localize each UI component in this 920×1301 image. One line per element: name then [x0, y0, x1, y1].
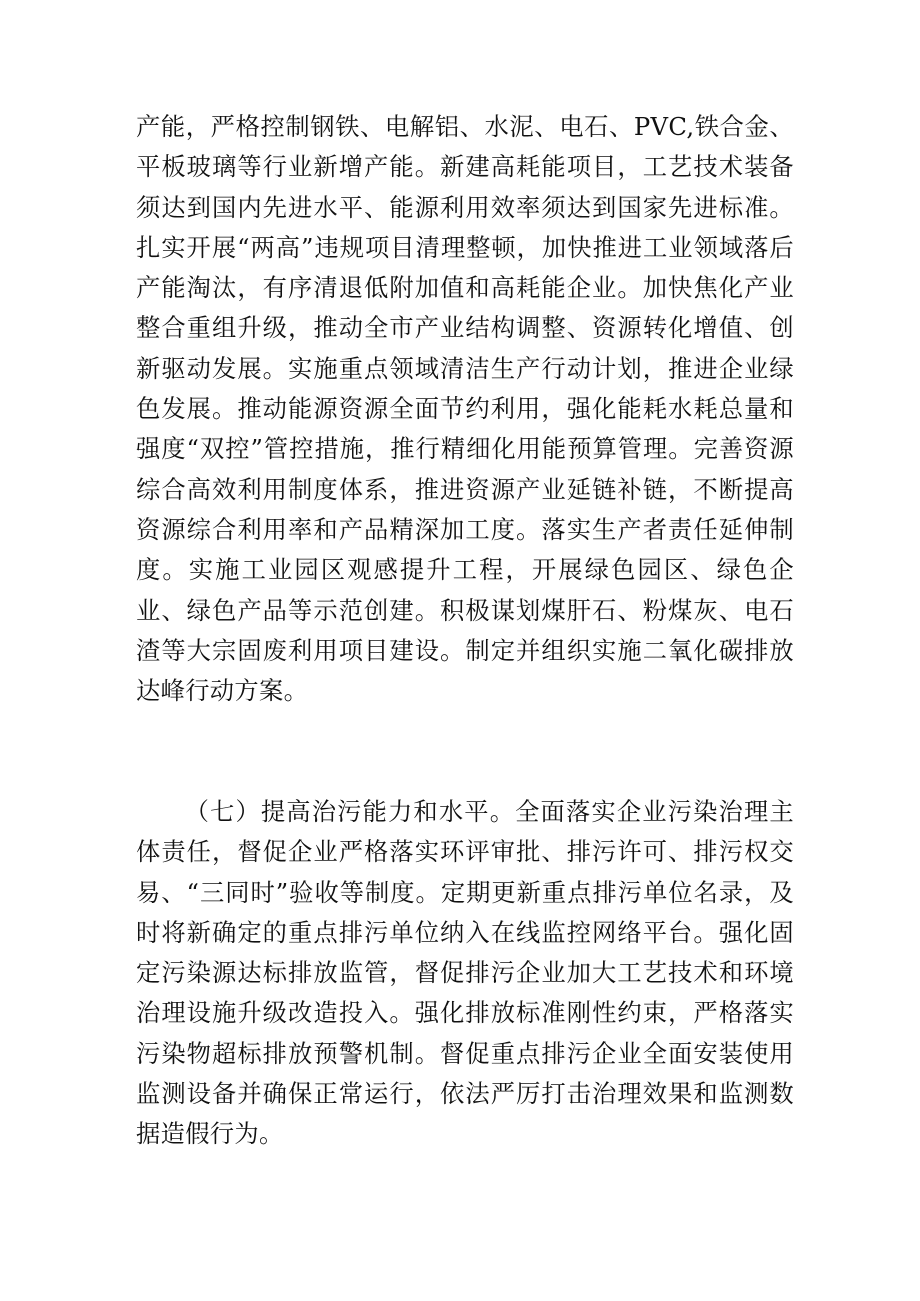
body-paragraph-section-7: （七）提高治污能力和水平。全面落实企业污染治理主体责任，督促企业严格落实环评审批、排污许可、排污权交易、“三同时”验收等制度。定期更新重点排污单位名录，及时将新确定的重点排污单位纳入在线监控网络平台。强化固定污染源达标排放监管，督促排污企业加大工艺技术和环境治理设施升级改造投入。强化排放标准刚性约束，严格落实污染物超标排放预警机制。督促重点排污企业全面安装使用监测设备并确保正常运行，依法严厉打击治理效果和监测数据造假行为。 — [136, 797, 794, 1149]
body-paragraph-continued: 产能，严格控制钢铁、电解铝、水泥、电石、PVC,铁合金、平板玻璃等行业新增产能。新建高耗能项目，工艺技术装备须达到国内先进水平、能源利用效率须达到国家先进标准。扎实开展“两高”违规项目清理整顿，加快推进工业领域落后产能淘汰，有序清退低附加值和高耗能企业。加快焦化产业整合重组升级，推动全市产业结构调整、资源转化增值、创新驱动发展。实施重点领域清洁生产行动计划，推进企业绿色发展。推动能源资源全面节约利用，强化能耗水耗总量和强度“双控”管控措施，推行精细化用能预算管理。完善资源综合高效利用制度体系，推进资源产业延链补链，不断提高资源综合利用率和产品精深加工度。落实生产者责任延伸制度。实施工业园区观感提升工程，开展绿色园区、绿色企业、绿色产品等示范创建。积极谋划煤肝石、粉煤灰、电石渣等大宗固废利用项目建设。制定并组织实施二氧化碳排放达峰行动方案。 — [136, 112, 794, 706]
